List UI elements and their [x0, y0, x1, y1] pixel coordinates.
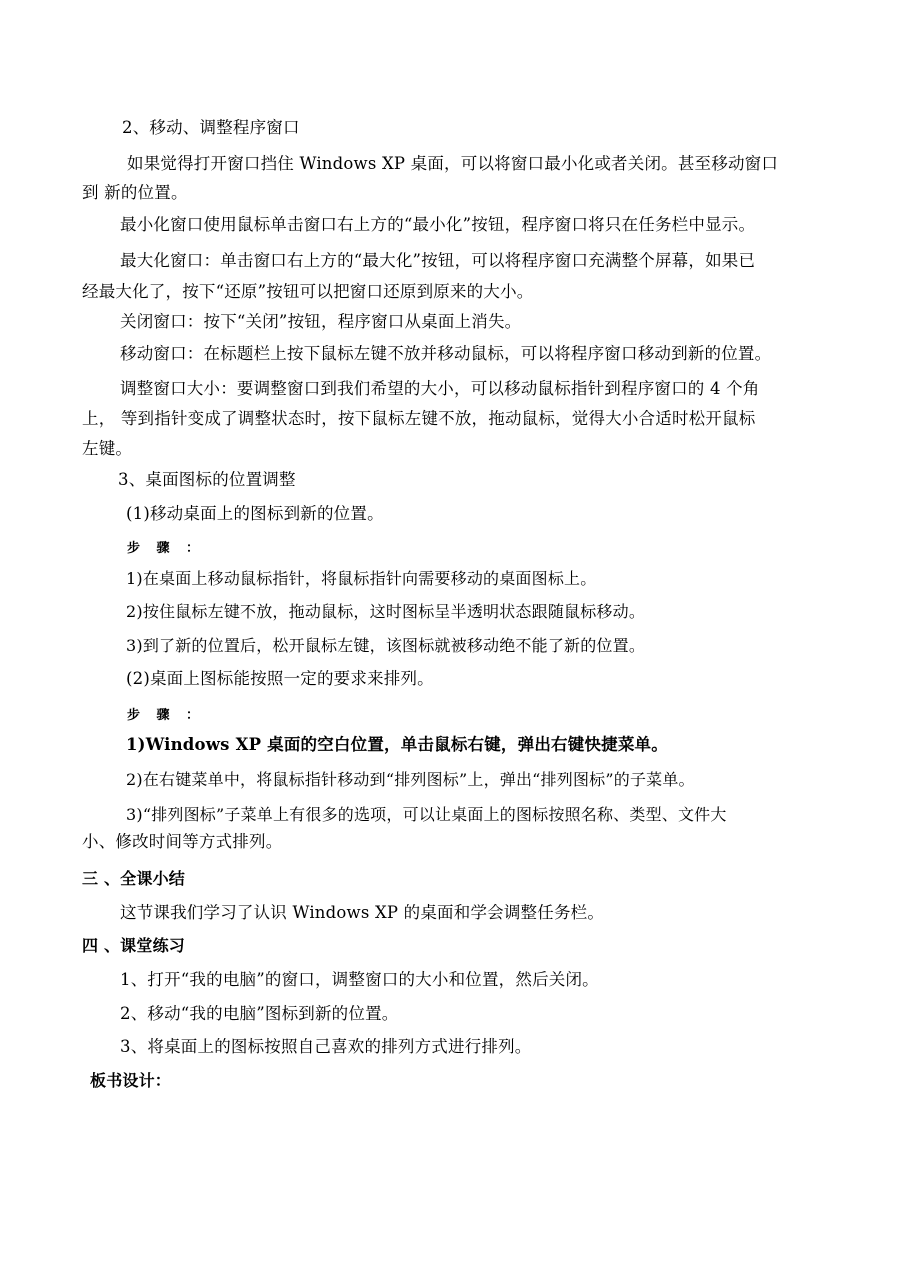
section-heading-window-adjust: 2、移动、调整程序窗口 [122, 118, 300, 137]
paragraph-line: 关闭窗口：按下“关闭”按钮，程序窗口从桌面上消失。 [120, 312, 522, 331]
paragraph-line: 经最大化了，按下“还原”按钮可以把窗口还原到原来的大小。 [82, 282, 534, 301]
paragraph-line: 如果觉得打开窗口挡住 Windows XP 桌面，可以将窗口最小化或者关闭。甚至移动窗口 [127, 154, 779, 173]
paragraph-line: 最大化窗口：单击窗口右上方的“最大化”按钮，可以将程序窗口充满整个屏幕，如果已 [120, 251, 756, 270]
paragraph-line: 上， 等到指针变成了调整状态时，按下鼠标左键不放，拖动鼠标，觉得大小合适时松开鼠标 [82, 409, 756, 428]
steps-label: 步 骤 ： [127, 708, 206, 723]
paragraph-line: 调整窗口大小：要调整窗口到我们希望的大小，可以移动鼠标指针到程序窗口的 4 个角 [120, 379, 760, 398]
section-heading-summary: 三 、全课小结 [82, 869, 185, 888]
paragraph-line: 这节课我们学习了认识 Windows XP 的桌面和学会调整任务栏。 [120, 903, 605, 922]
step-item: 3)到了新的位置后，松开鼠标左键，该图标就被移动绝不能了新的位置。 [126, 636, 646, 655]
step-item: 1)在桌面上移动鼠标指针，将鼠标指针向需要移动的桌面图标上。 [126, 569, 597, 588]
practice-item: 1、打开“我的电脑”的窗口，调整窗口的大小和位置，然后关闭。 [120, 970, 599, 989]
section-heading-icon-position: 3、桌面图标的位置调整 [118, 470, 296, 489]
practice-item: 3、将桌面上的图标按照自己喜欢的排列方式进行排列。 [120, 1037, 532, 1056]
steps-label: 步 骤 ： [127, 541, 206, 556]
paragraph-line: 左键。 [82, 439, 133, 458]
practice-item: 2、移动“我的电脑”图标到新的位置。 [120, 1004, 399, 1023]
step-item: 2)按住鼠标左键不放，拖动鼠标，这时图标呈半透明状态跟随鼠标移动。 [126, 602, 646, 621]
section-heading-practice: 四 、课堂练习 [82, 936, 185, 955]
paragraph-line: 移动窗口：在标题栏上按下鼠标左键不放并移动鼠标，可以将程序窗口移动到新的位置。 [120, 344, 772, 363]
step-item: 3)“排列图标”子菜单上有很多的选项，可以让桌面上的图标按照名称、类型、文件大 [126, 805, 727, 824]
subsection-heading: (2)桌面上图标能按照一定的要求来排列。 [126, 669, 434, 688]
paragraph-line: 最小化窗口使用鼠标单击窗口右上方的“最小化”按钮，程序窗口将只在任务栏中显示。 [120, 215, 756, 234]
step-item-continuation: 小、修改时间等方式排列。 [82, 832, 283, 851]
paragraph-line: 到 新的位置。 [82, 183, 188, 202]
step-item: 2)在右键菜单中，将鼠标指针移动到“排列图标”上，弹出“排列图标”的子菜单。 [126, 770, 695, 789]
section-heading-board-design: 板书设计： [90, 1071, 172, 1090]
subsection-heading: (1)移动桌面上的图标到新的位置。 [126, 504, 384, 523]
step-item: 1)Windows XP 桌面的空白位置，单击鼠标右键，弹出右键快捷菜单。 [126, 735, 668, 754]
